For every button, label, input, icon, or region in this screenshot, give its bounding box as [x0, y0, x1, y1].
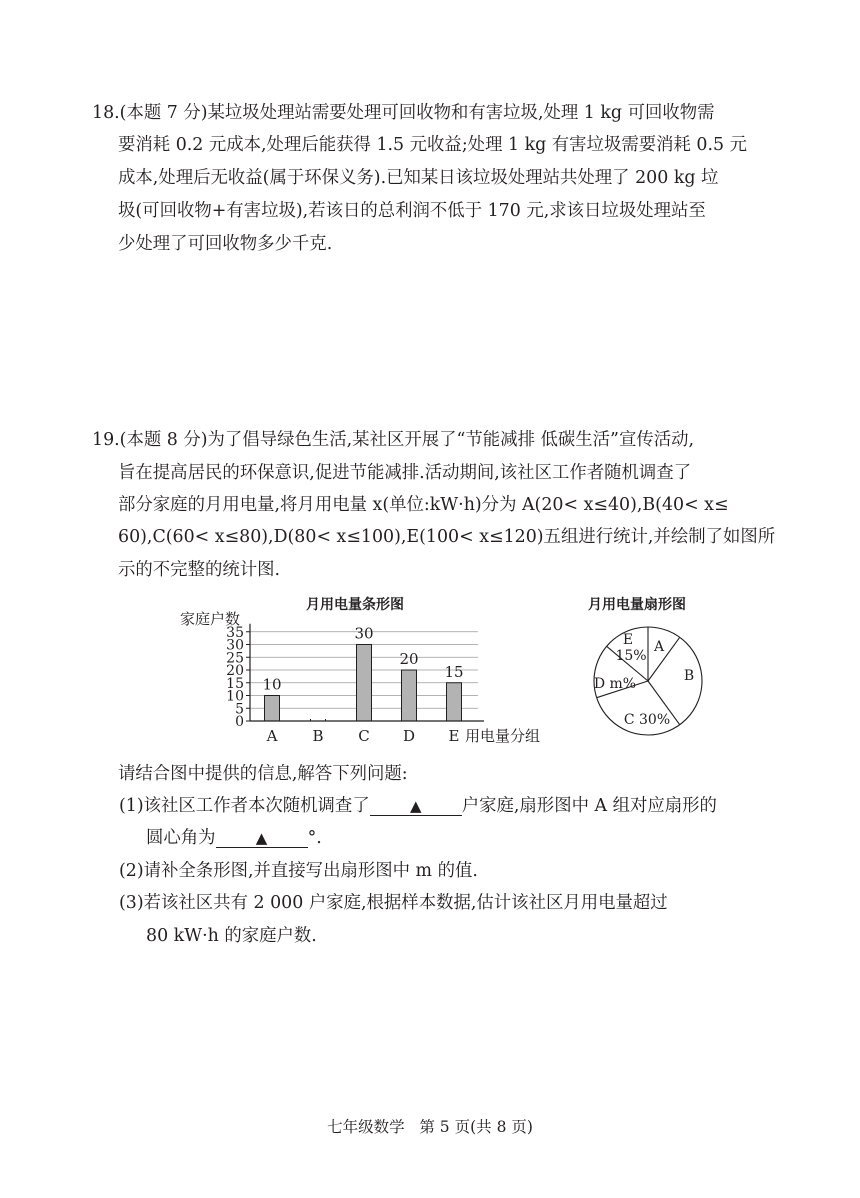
data-label-C: 30: [354, 624, 374, 643]
q18-line-1: 18.(本题 7 分)某垃圾处理站需要处理可回收物和有害垃圾,处理 1 kg 可回收物需: [92, 103, 715, 123]
category-label-C: C: [358, 727, 370, 745]
y-tick-label: 30: [226, 637, 244, 654]
q19-line-5: 示的不完整的统计图.: [118, 560, 281, 580]
x-axis-title: 用电量分组: [465, 727, 541, 745]
q19-part-1-text-c: 圆心角为: [146, 828, 216, 848]
y-tick-label: 0: [235, 714, 244, 730]
data-label-D: 20: [399, 650, 419, 668]
bar-chart-title: 月用电量条形图: [306, 597, 404, 613]
q19-part-1-text-a: (1)该社区工作者本次随机调查了: [119, 796, 370, 816]
pie-label-5: E: [622, 632, 634, 648]
data-label-A: 10: [262, 675, 282, 694]
answer-blank-households[interactable]: ▲: [370, 797, 462, 816]
q19-line-4: 60),C(60< x≤80),D(80< x≤100),E(100< x≤120)五组进行统计,并绘制了如图所: [118, 527, 776, 547]
q19-line-3: 部分家庭的月用电量,将月用电量 x(单位:kW·h)分为 A(20< x≤40),B(40< x≤: [118, 495, 729, 515]
bar-A: [265, 696, 280, 722]
q19-line-2: 旨在提高居民的环保意识,促进节能减排.活动期间,该社区工作者随机调查了: [118, 463, 692, 483]
category-label-D: D: [402, 727, 416, 745]
y-tick-label: 35: [226, 624, 244, 641]
q19-part-3-cont: 80 kW·h 的家庭户数.: [146, 926, 317, 946]
pie-label-4: D m%: [593, 676, 637, 692]
q18-line-3: 成本,处理后无收益(属于环保义务).已知某日该垃圾处理站共处理了 200 kg 垃: [118, 168, 719, 188]
q18-line-2: 要消耗 0.2 元成本,处理后能获得 1.5 元收益;处理 1 kg 有害垃圾需要消耗 0.5 元: [118, 135, 748, 155]
q19-part-1-cont: [146, 828, 322, 848]
q19-part-1-text-d: °.: [307, 828, 322, 848]
q19-prompt: 请结合图中提供的信息,解答下列问题:: [118, 764, 408, 784]
bar-E: [447, 683, 462, 721]
pie-label-1: A: [653, 639, 665, 655]
y-tick-label: 10: [226, 688, 244, 705]
bar-D: [402, 670, 417, 721]
q19-part-3: (3)若该社区共有 2 000 户家庭,根据样本数据,估计该社区月用电量超过: [119, 893, 668, 913]
y-tick-label: 15: [226, 675, 244, 692]
pie-label-2: B: [683, 668, 695, 684]
q19-line-1: 19.(本题 8 分)为了倡导绿色生活,某社区开展了“节能减排 低碳生活”宣传活动,: [92, 430, 695, 450]
pie-sublabel-5: 15%: [615, 648, 647, 664]
q19-part-1: [119, 796, 717, 816]
data-label-E: 15: [444, 662, 464, 681]
pie-chart-title: 月用电量扇形图: [588, 597, 686, 613]
y-tick-label: 20: [226, 663, 244, 679]
bar-C: [357, 645, 372, 722]
answer-blank-angle[interactable]: ▲: [216, 829, 308, 848]
page-footer: 七年级数学 第 5 页(共 8 页): [327, 1118, 533, 1136]
category-label-B: B: [312, 727, 324, 745]
y-tick-label: 25: [226, 650, 244, 667]
q19-part-1-text-b: 户家庭,扇形图中 A 组对应扇形的: [461, 796, 717, 816]
q18-line-4: 圾(可回收物+有害垃圾),若该日的总利润不低于 170 元,求该日垃圾处理站至: [118, 201, 706, 221]
pie-chart-labels: [594, 632, 694, 728]
y-axis-title: 家庭户数: [180, 610, 241, 628]
q18-line-5: 少处理了可回收物多少千克.: [118, 234, 333, 254]
pie-label-3: C 30%: [623, 712, 671, 728]
q19-part-2: (2)请补全条形图,并直接写出扇形图中 m 的值.: [119, 861, 478, 881]
y-tick-label: 5: [235, 701, 244, 718]
pie-chart: [590, 618, 710, 740]
category-label-A: A: [266, 727, 278, 745]
category-label-E: E: [448, 727, 460, 745]
